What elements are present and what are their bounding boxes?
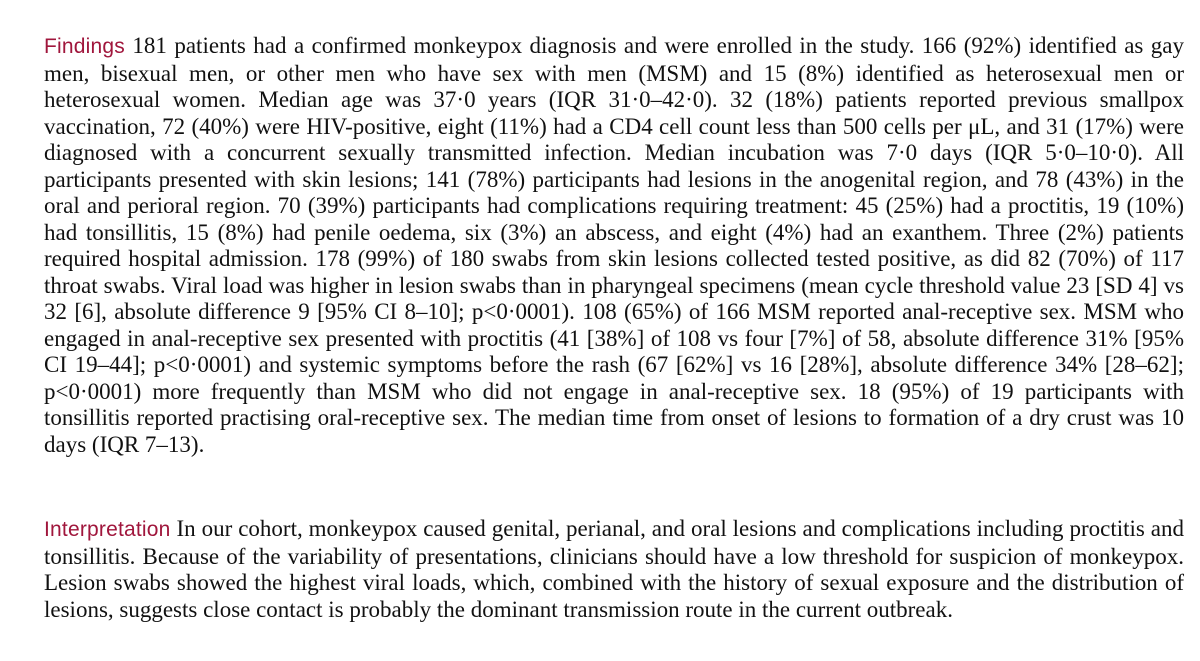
interpretation-heading: Interpretation <box>44 518 171 541</box>
findings-heading: Findings <box>44 35 125 58</box>
findings-paragraph <box>44 33 1184 458</box>
interpretation-body: In our cohort, monkeypox caused genital, perianal, and oral lesions and complications including proctitis and tonsillitis. Because of the variability of presentations, clinicians should have a low threshold for suspicion of monkeypox. Lesion swabs showed the highest viral loads, which, combined with the history of sexual exposure and the distribution of lesions, suggests close contact is probably the dominant transmission route in the current outbreak. <box>44 516 1184 622</box>
interpretation-paragraph <box>44 516 1184 623</box>
findings-body: 181 patients had a confirmed monkeypox diagnosis and were enrolled in the study. 166 (92%) identified as gay men, bisexual men, or other men who have sex with men (MSM) and 15 (8%) identified as heterosexual men or heterosexual women. Median age was 37·0 years (IQR 31·0–42·0). 32 (18%) patients reported previous smallpox vaccination, 72 (40%) were HIV-positive, eight (11%) had a CD4 cell count less than 500 cells per μL, and 31 (17%) were diagnosed with a concurrent sexually transmitted infection. Median incubation was 7·0 days (IQR 5·0–10·0). All participants presented with skin lesions; 141 (78%) participants had lesions in the anogenital region, and 78 (43%) in the oral and perioral region. 70 (39%) participants had complications requiring treatment: 45 (25%) had a proctitis, 19 (10%) had tonsillitis, 15 (8%) had penile oedema, six (3%) an abscess, and eight (4%) had an exanthem. Three (2%) patients required hospital admission. 178 (99%) of 180 swabs from skin lesions collected tested positive, as did 82 (70%) of 117 throat swabs. Viral load was higher in lesion swabs than in pharyngeal specimens (mean cycle threshold value 23 [SD 4] vs 32 [6], absolute difference 9 [95% CI 8–10]; p<0·0001). 108 (65%) of 166 MSM reported anal-receptive sex. MSM who engaged in anal-receptive sex presented with proctitis (41 [38%] of 108 vs four [7%] of 58, absolute difference 31% [95% CI 19–44]; p<0·0001) and systemic symptoms before the rash (67 [62%] vs 16 [28%], absolute difference 34% [28–62]; p<0·0001) more frequently than MSM who did not engage in anal-receptive sex. 18 (95%) of 19 participants with tonsillitis reported practising oral-receptive sex. The median time from onset of lesions to formation of a dry crust was 10 days (IQR 7–13). <box>44 33 1184 457</box>
